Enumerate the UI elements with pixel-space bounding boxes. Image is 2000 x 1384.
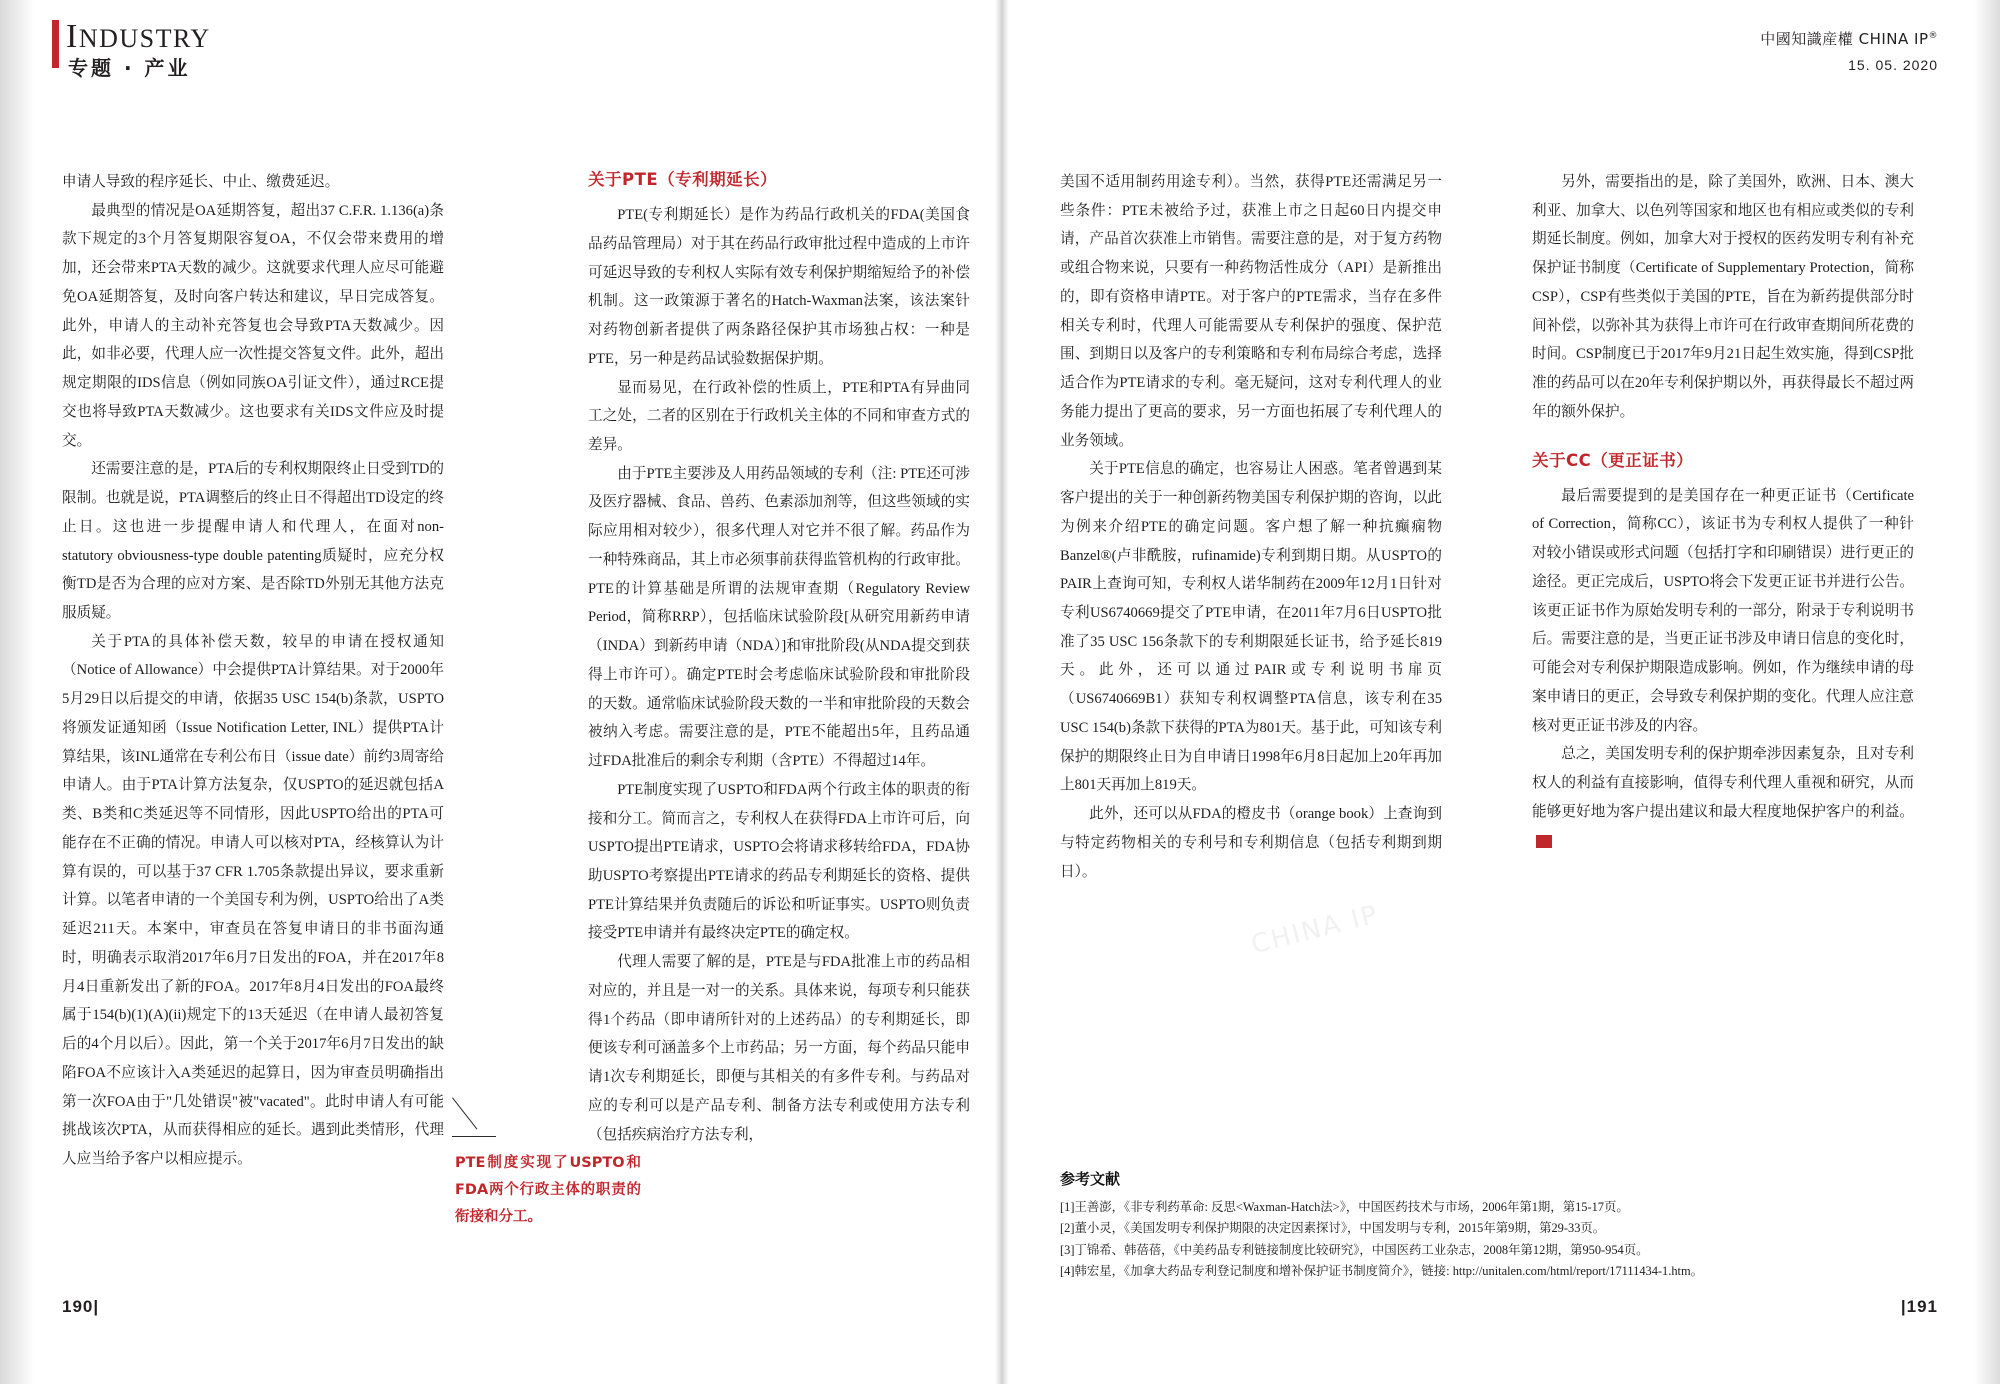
paragraph: 美国不适用制药用途专利）。当然，获得PTE还需满足另一些条件：PTE未被给予过，获准上市之日起60日内提交申请，产品首次获准上市销售。需要注意的是，对于复方药物或组合物来说，只要有一种药物活性成分（API）是新推出的，即有资格申请PTE。对于客户的PTE需求，当存在多件相关专利时，代理人可能需要从专利保护的强度、保护范围、到期日以及客户的专利策略和专利布局综合考虑，选择适合作为PTE请求的专利。毫无疑问，这对专利代理人的业务能力提出了更高的要求，另一方面也拓展了专利代理人的业务领域。 [1060,174,1442,449]
references-title: 参考文献 [1060,1170,1121,1188]
paragraph [1532,740,1914,855]
folio-left: 190| [62,1297,100,1316]
reference-item: [2]董小灵，《美国发明专利保护期限的决定因素探讨》，中国发明与专利，2015年第9期，第29-33页。 [1060,1221,1606,1236]
paragraph: 由于PTE主要涉及人用药品领域的专利（注: PTE还可涉及医疗器械、食品、兽药、色素添加剂等，但这些领域的实际应用相对较少），很多代理人对它并不很了解。药品作为一种特殊商品，其上市必须事前获得监管机构的行政审批。PTE的计算基础是所谓的法规审查期（Regulatory Review Period，简称RRP），包括临床试验阶段[从研究用新药申请（INDA）到新药申请（NDA）]和审批阶段(从NDA提交到获得上市许可）。确定PTE时会考虑临床试验阶段和审批阶段的天数。通常临床试验阶段天数的一半和审批阶段的天数会被纳入考虑。需要注意的是，PTE不能超出5年，且药品通过FDA批准后的剩余专利期（含PTE）不得超过14年。 [588,465,970,770]
paragraph: PTE(专利期延长）是作为药品行政机关的FDA(美国食品药品管理局）对于其在药品行政审批过程中造成的上市许可延迟导致的专利权人实际有效专利保护期缩短给予的补偿机制。这一政策源于著名的Hatch-Waxman法案，该法案针对药物创新者提供了两条路径保护其市场独占权：一种是PTE，另一种是药品试验数据保护期。 [588,207,970,367]
end-mark-icon: IP [1536,835,1552,848]
paragraph: 显而易见，在行政补偿的性质上，PTE和PTA有异曲同工之处，二者的区别在于行政机关主体的不同和审查方式的差异。 [588,379,970,453]
paragraph: 申请人导致的程序延长、中止、缴费延迟。 [62,174,340,190]
pullquote: PTE制度实现了USPTO和FDA两个行政主体的职责的衔接和分工。 [455,1155,641,1225]
brand-name-cn: 中國知識産權 [1760,30,1854,48]
column-4 [1532,168,1914,855]
reference-item: [4]韩宏星，《加拿大药品专利登记制度和增补保护证书制度简介》，链接: http://unitalen.com/html/report/17111434-1.htm。 [1060,1263,1704,1278]
paragraph: 最后需要提到的是美国存在一种更正证书（Certificate of Correction，简称CC），该证书为专利权人提供了一种针对较小错误或形式问题（包括打字和印刷错误）进行更正的途径。更正完成后，USPTO将会下发更正证书并进行公告。该更正证书作为原始发明专利的一部分，附录于专利说明书后。需要注意的是，当更正证书涉及申请日信息的变化时，可能会对专利保护期限造成影响。例如，作为继续申请的母案申请日的更正，会导致专利保护期的变化。代理人应注意核对更正证书涉及的内容。 [1532,487,1914,734]
paragraph: 还需要注意的是，PTA后的专利权期限终止日受到TD的限制。也就是说，PTA调整后的终止日不得超出TD设定的终止日。这也进一步提醒申请人和代理人，在面对non-statutory obviousness-type double patenting质疑时，应充分权衡TD是否为合理的应对方案、是否除TD外别无其他方法克服质疑。 [62,461,444,622]
masthead-chinese: 专题 · 产业 [68,56,191,80]
paragraph: 关于PTA的具体补偿天数，较早的申请在授权通知（Notice of Allowance）中会提供PTA计算结果。对于2000年5月29日以后提交的申请，依据35 USC 154(b)条款，USPTO将颁发证通知函（Issue Notification Letter, INL）提供PTA计算结果，该INL通常在专利公布日（issue date）前约3周寄给申请人。由于PTA计算方法复杂，仅USPTO的延迟就包括A类、B类和C类延迟等不同情形，因此USPTO给出的PTA可能存在不正确的情况。申请人可以核对PTA，经核算认为计算有误的，可以基于37 CFR 1.705条款提出异议，要求重新计算。以笔者申请的一个美国专利为例，USPTO给出了A类延迟211天。本案中，审查员在答复申请日的非书面沟通时，明确表示取消2017年6月7日发出的FOA，并在2017年8月4日重新发出了新的FOA。2017年8月4日发出的FOA最终属于154(b)(1)(A)(ii)规定下的13天延迟（在申请人最初答复后的4个月以后）。因此，第一个关于2017年6月7日发出的缺陷FOA不应该计入A类延迟的起算日，因为审查员明确指出第一次FOA由于"几处错误"被"vacated"。此时申请人有可能挑战该次PTA，从而获得相应的延长。遇到此类情形，代理人应当给予客户以相应提示。 [62,633,444,1167]
paragraph-text: 总之，美国发明专利的保护期牵涉因素复杂，且对专利权人的利益有直接影响，值得专利代理人重视和研究，从而能够更好地为客户提出建议和最大程度地保护客户的利益。 [1532,746,1914,820]
paragraph: 此外，还可以从FDA的橙皮书（orange book）上查询到与特定药物相关的专利号和专利期信息（包括专利期到期日）。 [1060,806,1442,880]
registered-mark-icon: ® [1928,31,1938,41]
references-block [1060,1168,1922,1282]
masthead-english [66,18,211,56]
pullquote-corner-icon [452,1098,498,1144]
paragraph: PTE制度实现了USPTO和FDA两个行政主体的职责的衔接和分工。简而言之，专利权人在获得FDA上市许可后，向USPTO提出PTE请求，USPTO会将请求移转给FDA，FDA协助USPTO考察提出PTE请求的药品专利期延长的资格、提供PTE计算结果并负责随后的诉讼和听证事实。USPTO则负责接受PTE申请并有最终决定PTE的确定权。 [588,781,970,942]
masthead [52,18,372,80]
masthead-english-rest: NDUSTRY [78,24,211,53]
paragraph: 最典型的情况是OA延期答复，超出37 C.F.R. 1.136(a)条款下规定的3个月答复期限容复OA，不仅会带来费用的增加，还会带来PTA天数的减少。这就要求代理人应尽可能避免OA延期答复，及时向客户转达和建议，早日完成答复。此外，申请人的主动补充答复也会导致PTA天数减少。因此，如非必要，代理人应一次性提交答复文件。此外，超出规定期限的IDS信息（例如同族OA引证文件），通过RCE提交也将导致PTA天数减少。这也要求有关IDS文件应及时提交。 [62,202,444,449]
column-1 [62,168,444,1174]
column-2 [588,168,970,1149]
brand-block [1760,28,1938,76]
paragraph: 代理人需要了解的是，PTE是与FDA批准上市的药品相对应的，并且是一对一的关系。具体来说，每项专利只能获得1个药品（即申请所针对的上述药品）的专利期延长，即便该专利可涵盖多个上市药品；另一方面，每个药品只能申请1次专利期延长，即便与其相关的有多件专利。与药品对应的专利可以是产品专利、制备方法专利或使用方法专利（包括疾病治疗方法专利， [588,954,970,1143]
column-3 [1060,168,1442,886]
page-gutter [995,0,1009,1384]
issue-date: 15. 05. 2020 [1848,56,1938,73]
folio-right: |191 [1900,1297,1938,1316]
reference-item: [1]王善澎，《非专利药革命: 反思<Waxman-Hatch法>》，中国医药技术与市场，2006年第1期，第15-17页。 [1060,1200,1629,1214]
paragraph: 另外，需要指出的是，除了美国外，欧洲、日本、澳大利亚、加拿大、以色列等国家和地区也有相应或类似的专利期延长制度。例如，加拿大对于授权的医药发明专利有补充保护证书制度（Certificate of Supplementary Protection，简称CSP），CSP有些类似于美国的PTE，旨在为新药提供部分时间补偿，以弥补其为获得上市许可在行政审查期间所花费的时间。CSP制度已于2017年9月21日起生效实施，得到CSP批准的药品可以在20年专利保护期以外，再获得最长不超过两年的额外保护。 [1532,174,1914,420]
masthead-dropcap: I [66,18,79,55]
reference-item: [3]丁锦希、韩蓓蓓，《中美药品专利链接制度比较研究》，中国医药工业杂志，2008年第12期，第950-954页。 [1060,1242,1649,1257]
watermark: CHINA IP [1248,899,1382,961]
section-heading-cc: 关于CC（更正证书） [1532,450,1694,470]
brand-name-en: CHINA IP [1858,30,1929,48]
masthead-red-rule [52,20,59,68]
section-heading-pte: 关于PTE（专利期延长） [588,170,778,189]
paragraph: 关于PTE信息的确定，也容易让人困惑。笔者曾遇到某客户提出的关于一种创新药物美国专利保护期的咨询，以此为例来介绍PTE的确定问题。客户想了解一种抗癫痫物Banzel®(卢非酰胺，rufinamide)专利到期日期。从USPTO的PAIR上查询可知，专利权人诺华制药在2009年12月1日针对专利US6740669提交了PTE申请，在2011年7月6日USPTO批准了35 USC 156条款下的专利期限延长证书，给予延长819天。此外，还可以通过PAIR或专利说明书扉页（US6740669B1）获知专利权调整PTA信息，该专利在35 USC 154(b)条款下获得的PTA为801天。基于此，可知该专利保护的期限终止日为自申请日1998年6月8日起加上20年再加上801天再加上819天。 [1060,461,1442,794]
brand-name [1760,28,1938,51]
